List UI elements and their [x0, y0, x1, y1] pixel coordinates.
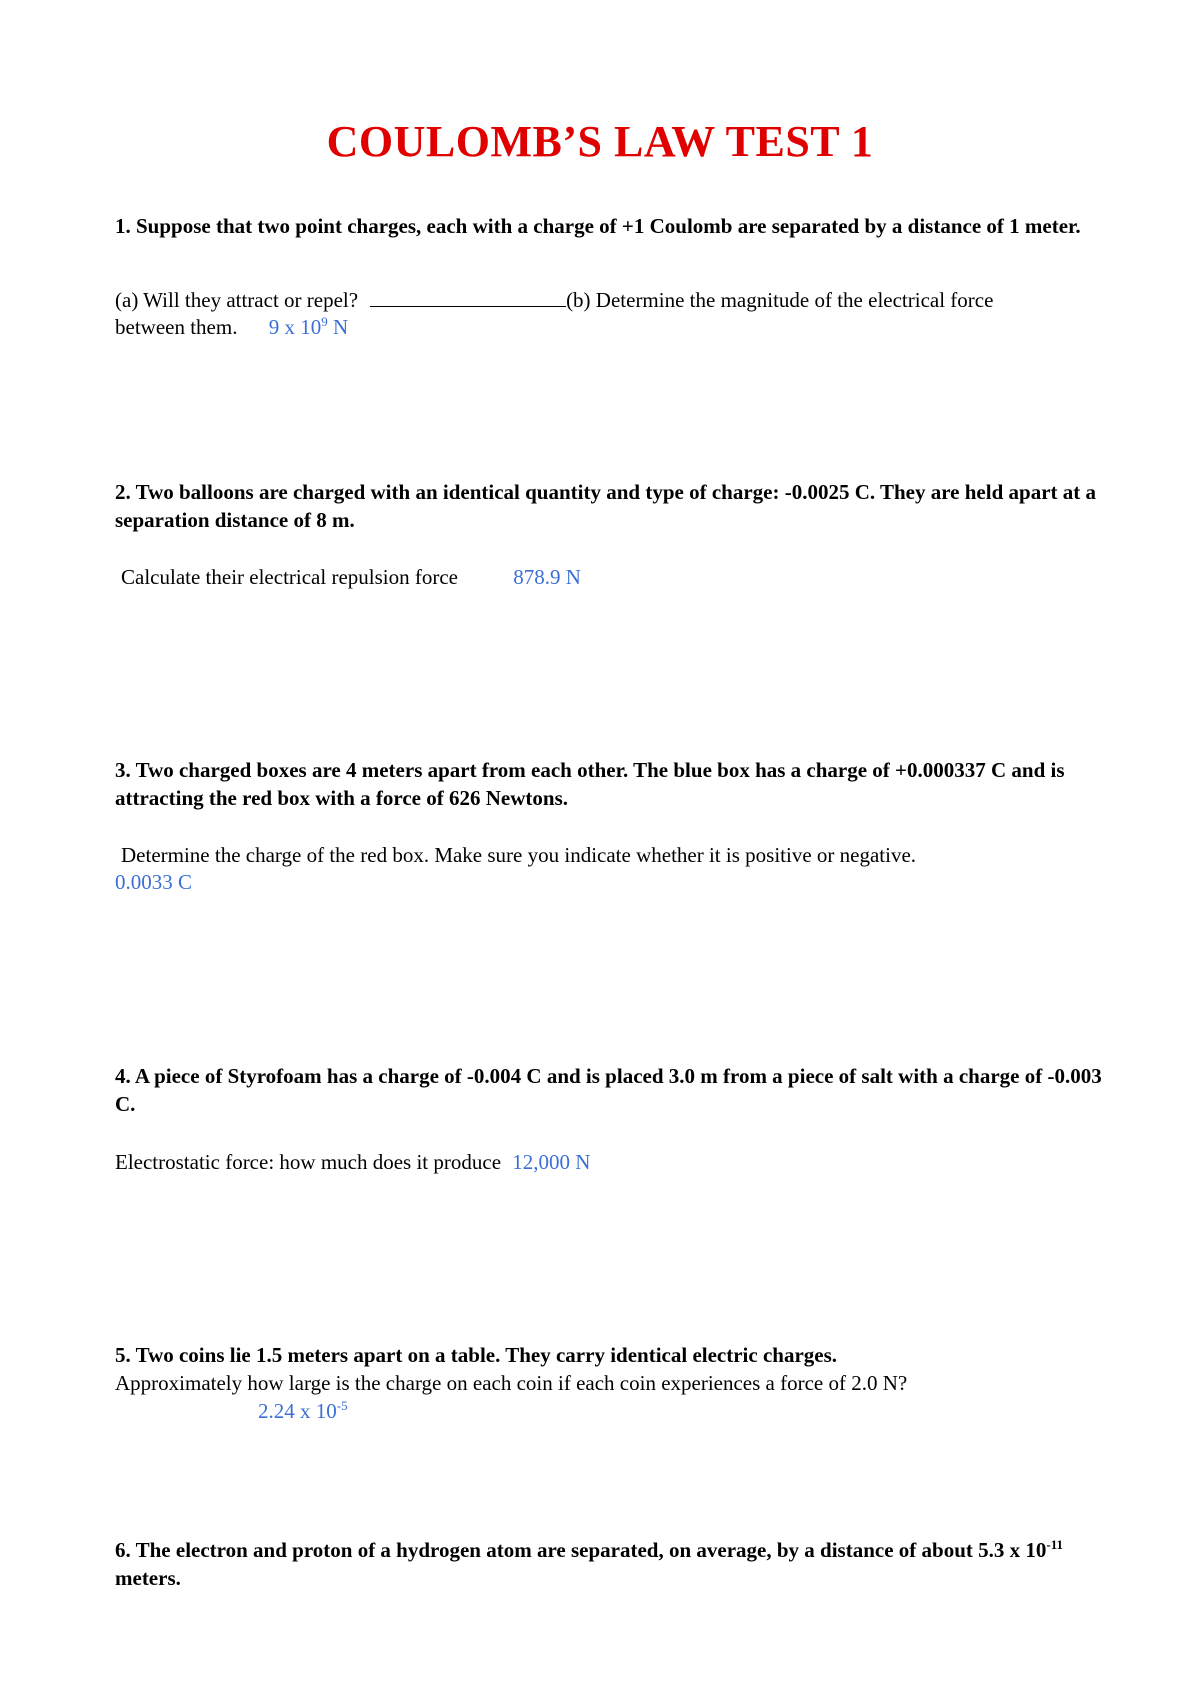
question-text: Two balloons are charged with an identical quantity and type of charge: -0.0025 C. They are held apart at a separation distance of 8 m.	[115, 480, 1097, 532]
question-number: 1.	[115, 214, 131, 238]
question-text: A piece of Styrofoam has a charge of -0.004 C and is placed 3.0 m from a piece of salt with a charge of -0.003 C.	[115, 1064, 1102, 1116]
answer-blank[interactable]	[370, 288, 566, 307]
question-1-part-b-line	[115, 313, 1115, 341]
answer-2: 878.9 N	[513, 565, 581, 589]
question-number: 4.	[115, 1064, 131, 1088]
question-number: 6.	[115, 1538, 131, 1562]
prompt-text: Determine the charge of the red box. Make sure you indicate whether it is positive or negative.	[121, 843, 917, 867]
question-3-prompt-line	[121, 841, 1121, 869]
question-3	[115, 756, 1105, 812]
question-4-prompt-line	[115, 1148, 1115, 1176]
question-4	[115, 1062, 1105, 1118]
answer-1	[269, 315, 348, 339]
answer-1-base: 9 x 10	[268, 315, 322, 339]
question-number: 2.	[115, 480, 131, 504]
answer-3: 0.0033 C	[115, 870, 193, 894]
prompt-text: Calculate their electrical repulsion force	[121, 565, 458, 589]
question-number: 5.	[115, 1343, 131, 1367]
question-number: 3.	[115, 758, 131, 782]
question-text: Two charged boxes are 4 meters apart from each other. The blue box has a charge of +0.000337 C and is attracting the red box with a force of 626 Newtons.	[115, 758, 1065, 810]
question-text: The electron and proton of a hydrogen atom are separated, on average, by a distance of about 5.3 x 10	[135, 1538, 1047, 1562]
answer-5	[258, 1399, 348, 1423]
question-text: Suppose that two point charges, each with a charge of +1 Coulomb are separated by a distance of 1 meter.	[136, 214, 1081, 238]
question-text-end: meters.	[115, 1566, 181, 1590]
answer-5-base: 2.24 x 10	[258, 1399, 337, 1423]
question-5-prompt-line	[115, 1369, 1115, 1397]
part-b-text: (b) Determine the magnitude of the electrical force	[566, 288, 994, 312]
page-title: COULOMB’S LAW TEST 1	[326, 117, 874, 166]
question-5-answer-line	[258, 1397, 1200, 1425]
answer-1-exponent: 9	[321, 314, 328, 329]
question-3-answer-line	[115, 868, 1115, 896]
question-1-part-a-line	[115, 286, 1115, 314]
answer-4: 12,000 N	[512, 1150, 591, 1174]
question-6	[115, 1536, 1105, 1592]
prompt-text: Electrostatic force: how much does it produce	[115, 1150, 502, 1174]
prompt-text: Approximately how large is the charge on each coin if each coin experiences a force of 2.0 N?	[115, 1371, 908, 1395]
answer-5-exponent: -5	[336, 1398, 348, 1413]
question-2	[115, 478, 1105, 534]
question-5	[115, 1341, 1105, 1369]
question-1	[115, 212, 1105, 240]
question-6-exponent: -11	[1046, 1537, 1064, 1552]
part-b-continued-text: between them.	[115, 315, 238, 339]
question-text: Two coins lie 1.5 meters apart on a table. They carry identical electric charges.	[135, 1343, 838, 1367]
part-a-text: (a) Will they attract or repel?	[115, 288, 359, 312]
answer-1-unit: N	[332, 315, 349, 339]
question-2-prompt-line	[121, 563, 1121, 591]
